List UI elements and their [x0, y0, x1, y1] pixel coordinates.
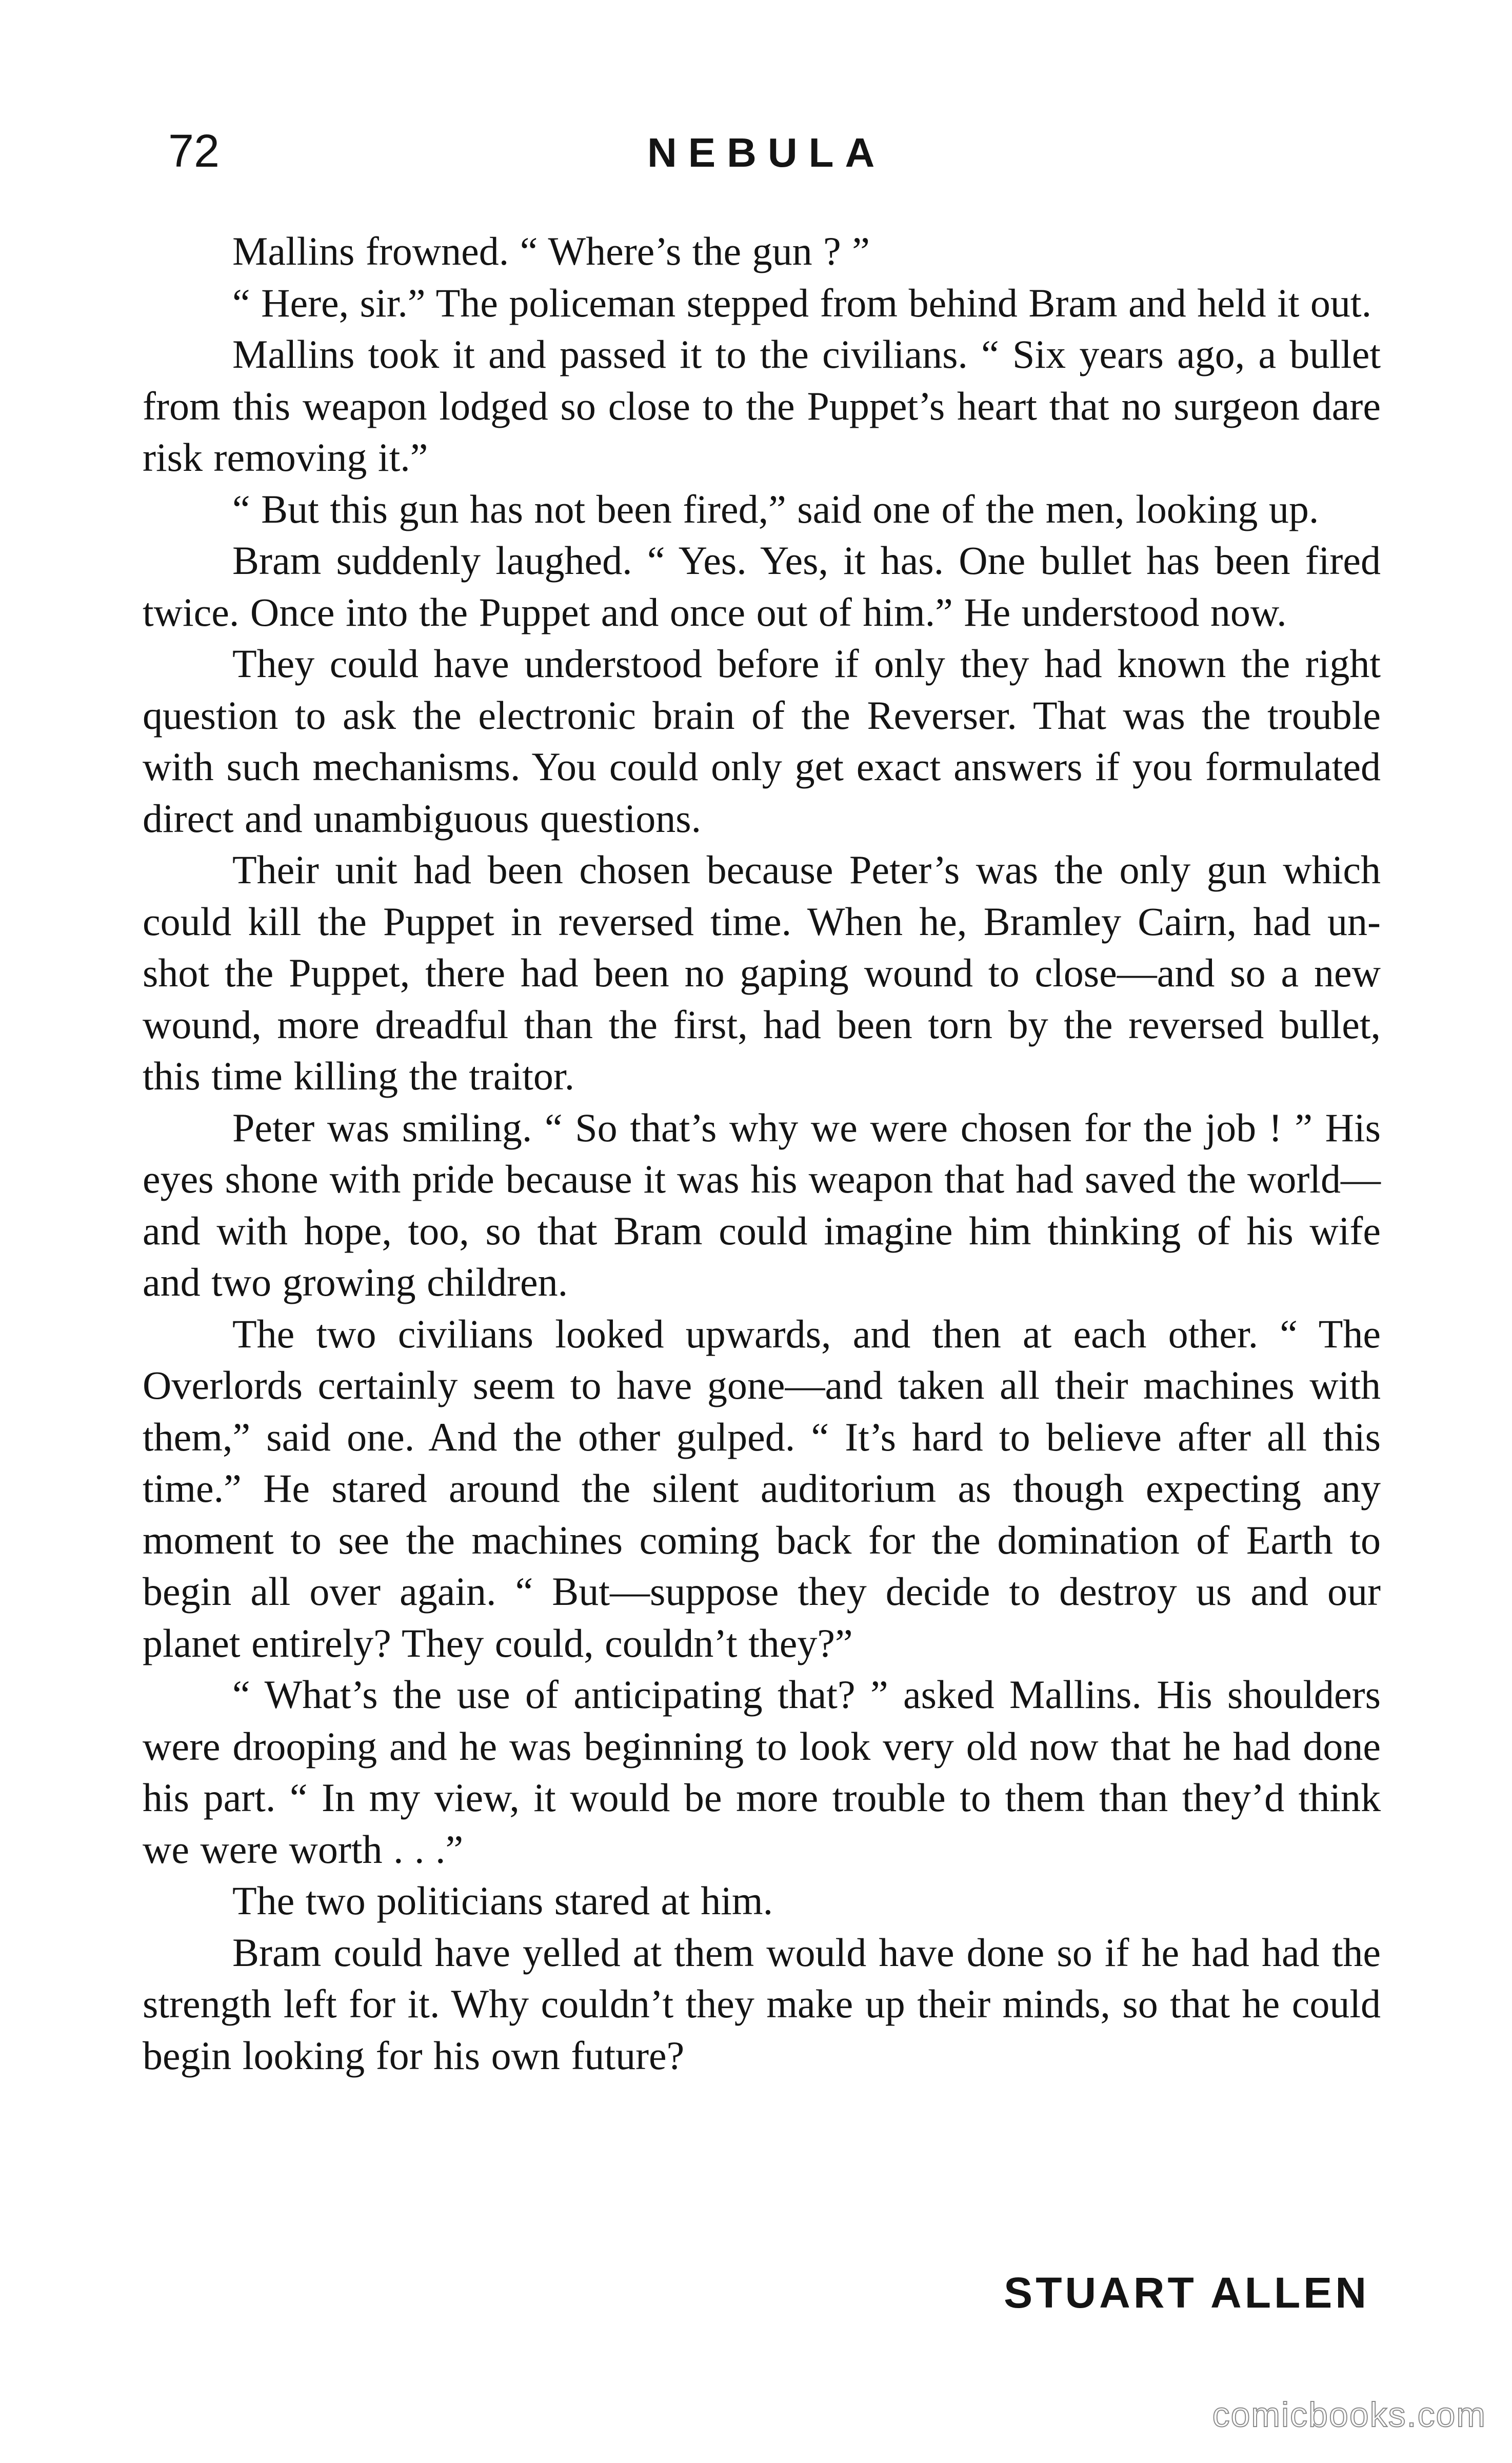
paragraph: Their unit had been chosen because Peter’s was the only gun which could kill the Puppet in reversed time. When he, Bramley Cairn, had un-shot the Puppet, there had been no gaping wound to close—and so a new wound, more dreadful than the first, had been torn by the reversed bullet, this time killing the traitor. [143, 847, 1381, 1098]
watermark: comicbooks.com [1212, 2395, 1486, 2434]
page-number: 72 [168, 126, 220, 177]
paragraph: “ What’s the use of anticipating that? ” asked Mallins. His shoulders were drooping and he was beginning to look very old now that he had done his part. “ In my view, it would be more trouble to them than they’d think we were worth . . .” [143, 1672, 1381, 1872]
paragraph: They could have understood before if only they had known the right question to ask the electronic brain of the Reverser. That was the trouble with such mechanisms. You could only get exact answers if you formulated direct and unambiguous questions. [143, 641, 1381, 841]
author-byline: STUART ALLEN [1004, 2269, 1369, 2317]
paragraph: Bram could have yelled at them would have done so if he had had the strength left for it. Why couldn’t they make up their minds, so that he could begin looking for his own future? [143, 1930, 1381, 2078]
story-text [143, 226, 1381, 2081]
paragraph: The two civilians looked upwards, and then at each other. “ The Overlords certainly seem to have gone—and taken all their machines with them,” said one. And the other gulped. “ It’s hard to believe after all this time.” He stared around the silent auditorium as though expecting any moment to see the machines coming back for the domination of Earth to begin all over again. “ But—suppose they decide to destroy us and our planet entirely? They could, couldn’t they?” [143, 1311, 1381, 1665]
paragraph: Mallins frowned. “ Where’s the gun ? ” [232, 229, 870, 273]
paragraph: Mallins took it and passed it to the civilians. “ Six years ago, a bullet from this weapon lodged so close to the Puppet’s heart that no surgeon dare risk removing it.” [143, 332, 1381, 480]
running-head: NEBULA [647, 130, 886, 175]
paragraph: Peter was smiling. “ So that’s why we were chosen for the job ! ” His eyes shone with pride because it was his weapon that had saved the world—and with hope, too, so that Bram could imagine him thinking of his wife and two growing children. [143, 1105, 1381, 1304]
paragraph: The two politicians stared at him. [232, 1878, 773, 1923]
paragraph: “ Here, sir.” The policeman stepped from behind Bram and held it out. [232, 280, 1372, 325]
paragraph: “ But this gun has not been fired,” said one of the men, looking up. [232, 486, 1319, 531]
paragraph: Bram suddenly laughed. “ Yes. Yes, it has. One bullet has been fired twice. Once into the Puppet and once out of him.” He understood now. [143, 538, 1381, 634]
